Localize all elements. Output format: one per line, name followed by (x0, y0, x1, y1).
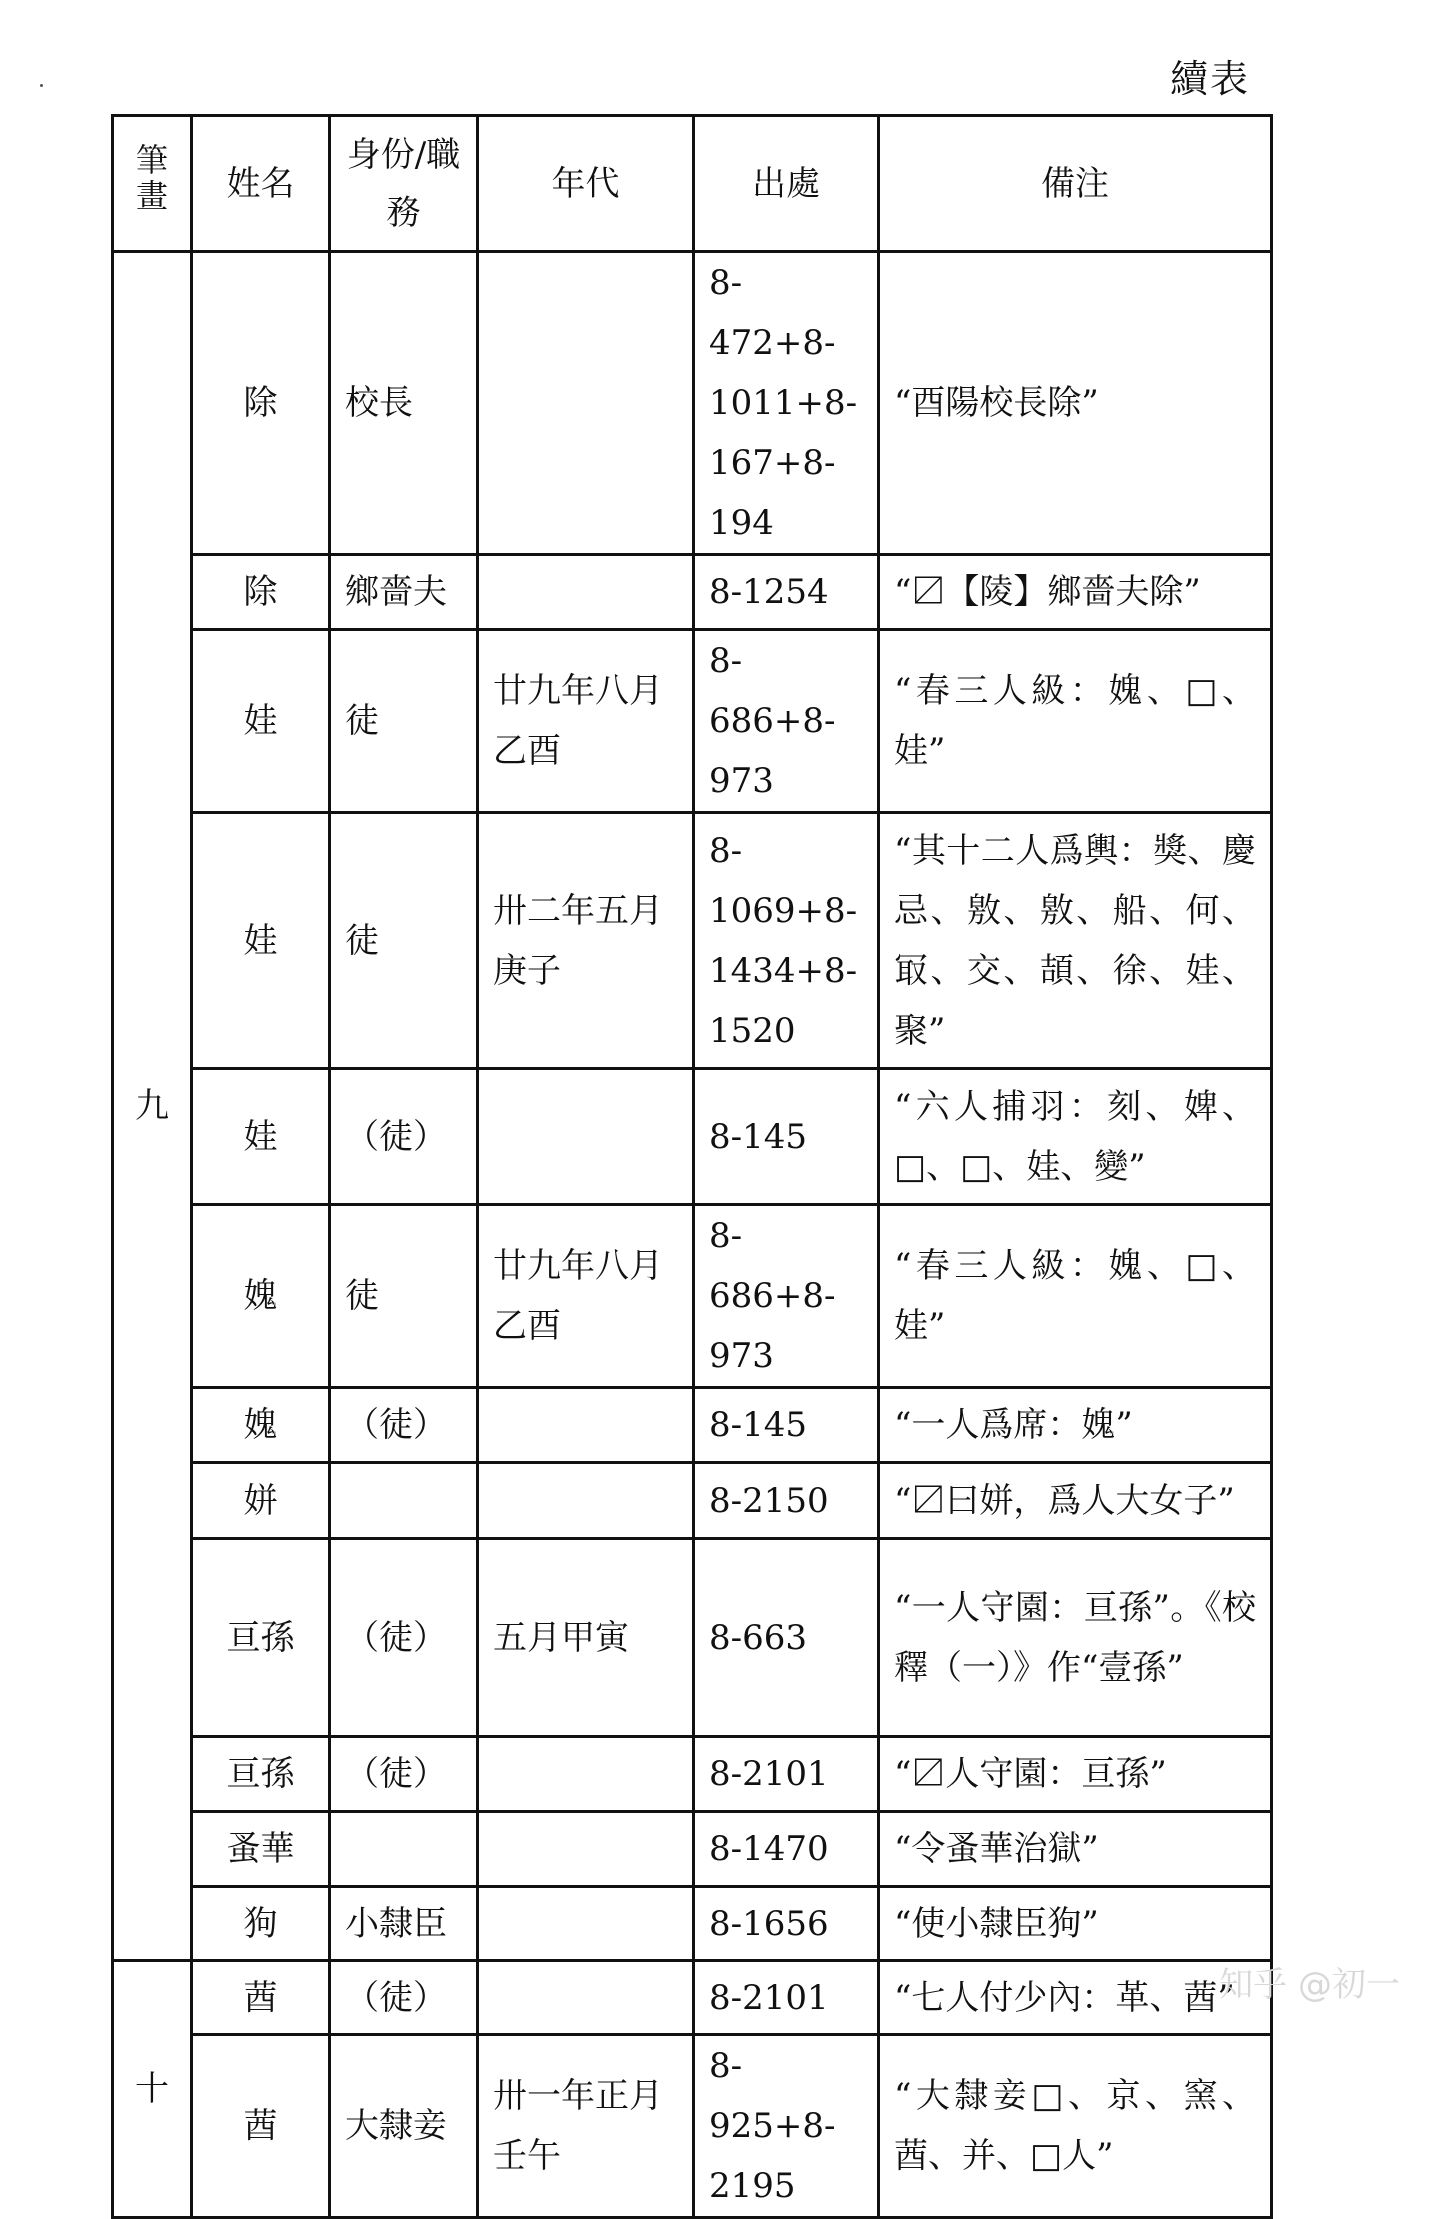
name-cell: 莤 (192, 1961, 330, 2035)
note-cell: “一人爲席：媿” (879, 1388, 1272, 1463)
date-cell (478, 1069, 694, 1205)
source-cell: 8-686+8-973 (694, 630, 879, 813)
role-cell: 徒 (330, 1205, 478, 1388)
source-cell: 8-925+8-2195 (694, 2035, 879, 2218)
header-note: 備注 (879, 116, 1272, 252)
name-cell: 亘孫 (192, 1737, 330, 1812)
continuation-label: 續表 (1169, 57, 1250, 101)
name-cell: 娃 (192, 1069, 330, 1205)
role-cell: （徒） (330, 1737, 478, 1812)
name-record-table (111, 114, 1273, 2219)
role-cell: 徒 (330, 630, 478, 813)
source-cell: 8-686+8-973 (694, 1205, 879, 1388)
name-cell: 媿 (192, 1205, 330, 1388)
table-row (113, 555, 1272, 630)
date-cell (478, 252, 694, 555)
note-cell: “令蚤華治獄” (879, 1812, 1272, 1887)
header-role: 身份/職務 (330, 116, 478, 252)
name-cell: 狗 (192, 1887, 330, 1961)
source-cell: 8-2150 (694, 1463, 879, 1539)
source-cell: 8-145 (694, 1069, 879, 1205)
table-row (113, 813, 1272, 1069)
name-cell: 娃 (192, 813, 330, 1069)
role-cell: （徒） (330, 1961, 478, 2035)
table-row (113, 1887, 1272, 1961)
name-cell: 除 (192, 252, 330, 555)
header-name: 姓名 (192, 116, 330, 252)
name-cell: 亘孫 (192, 1539, 330, 1737)
name-cell: 除 (192, 555, 330, 630)
date-cell (478, 1887, 694, 1961)
role-cell (330, 1463, 478, 1539)
stroke-group-cell: 十 (113, 1961, 192, 2218)
date-cell (478, 1812, 694, 1887)
table-row (113, 2035, 1272, 2218)
date-cell (478, 555, 694, 630)
stroke-group-cell: 九 (113, 252, 192, 1961)
source-cell: 8-1254 (694, 555, 879, 630)
source-cell: 8-472+8-1011+8-167+8-194 (694, 252, 879, 555)
date-cell: 卅二年五月庚子 (478, 813, 694, 1069)
header-source: 出處 (694, 116, 879, 252)
note-cell: “春三人級：媿、□、娃” (879, 1205, 1272, 1388)
source-cell: 8-145 (694, 1388, 879, 1463)
watermark: 知乎 @初一 (1219, 1965, 1400, 2005)
header-strokes: 筆畫 (113, 116, 192, 252)
source-cell: 8-663 (694, 1539, 879, 1737)
role-cell: 大隸妾 (330, 2035, 478, 2218)
table-row (113, 1205, 1272, 1388)
table-row (113, 1812, 1272, 1887)
date-cell: 廿九年八月乙酉 (478, 630, 694, 813)
role-cell: （徒） (330, 1069, 478, 1205)
role-cell: （徒） (330, 1388, 478, 1463)
table-row (113, 1737, 1272, 1812)
name-cell: 蚤華 (192, 1812, 330, 1887)
name-cell: 娃 (192, 630, 330, 813)
date-cell (478, 1961, 694, 2035)
scan-speck (40, 84, 43, 87)
source-cell: 8-2101 (694, 1961, 879, 2035)
role-cell: 鄉嗇夫 (330, 555, 478, 630)
name-cell: 莤 (192, 2035, 330, 2218)
role-cell: 小隸臣 (330, 1887, 478, 1961)
source-cell: 8-2101 (694, 1737, 879, 1812)
table-row (113, 630, 1272, 813)
note-cell: “一人守園：亘孫”。《校釋（一）》作“壹孫” (879, 1539, 1272, 1737)
source-cell: 8-1656 (694, 1887, 879, 1961)
date-cell: 卅一年正月壬午 (478, 2035, 694, 2218)
date-cell (478, 1388, 694, 1463)
role-cell: （徒） (330, 1539, 478, 1737)
table-row (113, 1388, 1272, 1463)
note-cell: “酉陽校長除” (879, 252, 1272, 555)
header-row (113, 116, 1272, 252)
header-date: 年代 (478, 116, 694, 252)
table-row (113, 1961, 1272, 2035)
note-cell: “〼【陵】鄉嗇夫除” (879, 555, 1272, 630)
table-row (113, 252, 1272, 555)
table-row (113, 1539, 1272, 1737)
note-cell: “六人捕羽：刻、婢、□、□、娃、變” (879, 1069, 1272, 1205)
date-cell: 五月甲寅 (478, 1539, 694, 1737)
date-cell (478, 1463, 694, 1539)
name-cell: 媿 (192, 1388, 330, 1463)
date-cell (478, 1737, 694, 1812)
note-cell: “〼曰姘，爲人大女子” (879, 1463, 1272, 1539)
source-cell: 8-1470 (694, 1812, 879, 1887)
table-row (113, 1069, 1272, 1205)
note-cell: “其十二人爲輿：獎、慶忌、敫、敫、船、何、冣、交、頡、徐、娃、聚” (879, 813, 1272, 1069)
role-cell: 校長 (330, 252, 478, 555)
note-cell: “春三人級：媿、□、娃” (879, 630, 1272, 813)
note-cell: “使小隸臣狗” (879, 1887, 1272, 1961)
date-cell: 廿九年八月乙酉 (478, 1205, 694, 1388)
role-cell: 徒 (330, 813, 478, 1069)
note-cell: “七人付少內：革、莤” (879, 1961, 1272, 2035)
table-row (113, 1463, 1272, 1539)
note-cell: “〼人守園：亘孫” (879, 1737, 1272, 1812)
role-cell (330, 1812, 478, 1887)
name-cell: 姘 (192, 1463, 330, 1539)
note-cell: “大隸妾□、京、窯、莤、并、□人” (879, 2035, 1272, 2218)
source-cell: 8-1069+8-1434+8-1520 (694, 813, 879, 1069)
